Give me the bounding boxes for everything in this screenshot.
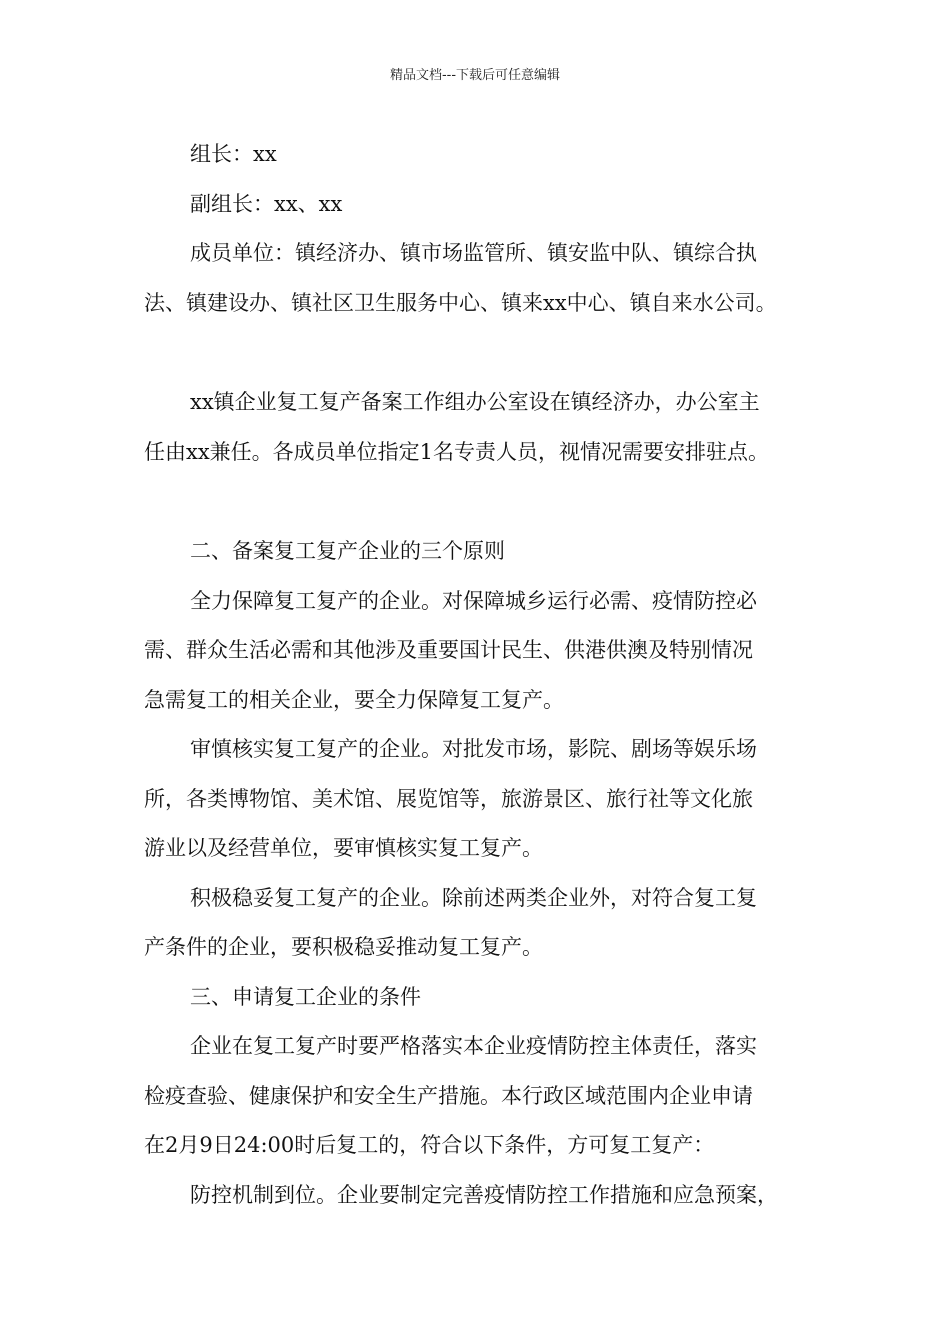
paragraph-line: 检疫查验、健康保护和安全生产措施。本行政区域范围内企业申请: [144, 1083, 753, 1108]
paragraph-line: 需、群众生活必需和其他涉及重要国计民生、供港供澳及特别情况: [144, 638, 753, 662]
paragraph-line: 积极稳妥复工复产的企业。除前述两类企业外，对符合复工复: [190, 885, 757, 910]
paragraph-gap: [144, 477, 824, 527]
paragraph-line: 企业在复工复产时要严格落实本企业疫情防控主体责任，落实: [190, 1034, 757, 1058]
section-heading: 三、申请复工企业的条件: [190, 984, 421, 1009]
paragraph-line: 产条件的企业，要积极稳妥推动复工复产。: [144, 935, 543, 959]
paragraph-line: 在2月9日24:00时后复工的，符合以下条件，方可复工复产：: [144, 1133, 715, 1157]
paragraph-line: xx镇企业复工复产备案工作组办公室设在镇经济办，办公室主: [190, 390, 760, 414]
paragraph-line: 游业以及经营单位，要审慎核实复工复产。: [144, 836, 543, 860]
paragraph-line: 组长：xx: [190, 142, 277, 166]
document-body: [144, 130, 824, 1220]
paragraph-line: 成员单位：镇经济办、镇市场监管所、镇安监中队、镇综合执: [190, 241, 757, 265]
paragraph-line: 法、镇建设办、镇社区卫生服务中心、镇来xx中心、镇自来水公司。: [144, 290, 777, 315]
section-heading: 二、备案复工复产企业的三个原则: [190, 539, 505, 563]
paragraph-line: 副组长：xx、xx: [190, 191, 343, 216]
paragraph-line: 审慎核实复工复产的企业。对批发市场，影院、剧场等娱乐场: [190, 737, 757, 761]
paragraph-line: 所，各类博物馆、美术馆、展览馆等，旅游景区、旅行社等文化旅: [144, 786, 753, 811]
paragraph-gap: [144, 328, 824, 378]
paragraph-line: 全力保障复工复产的企业。对保障城乡运行必需、疫情防控必: [190, 588, 757, 613]
paragraph-line: 防控机制到位。企业要制定完善疫情防控工作措施和应急预案，: [190, 1182, 778, 1207]
page-header: 精品文档---下载后可任意编辑: [389, 68, 561, 83]
paragraph-line: 急需复工的相关企业，要全力保障复工复产。: [144, 687, 564, 712]
paragraph-line: 任由xx兼任。各成员单位指定1名专责人员，视情况需要安排驻点。: [144, 439, 770, 464]
